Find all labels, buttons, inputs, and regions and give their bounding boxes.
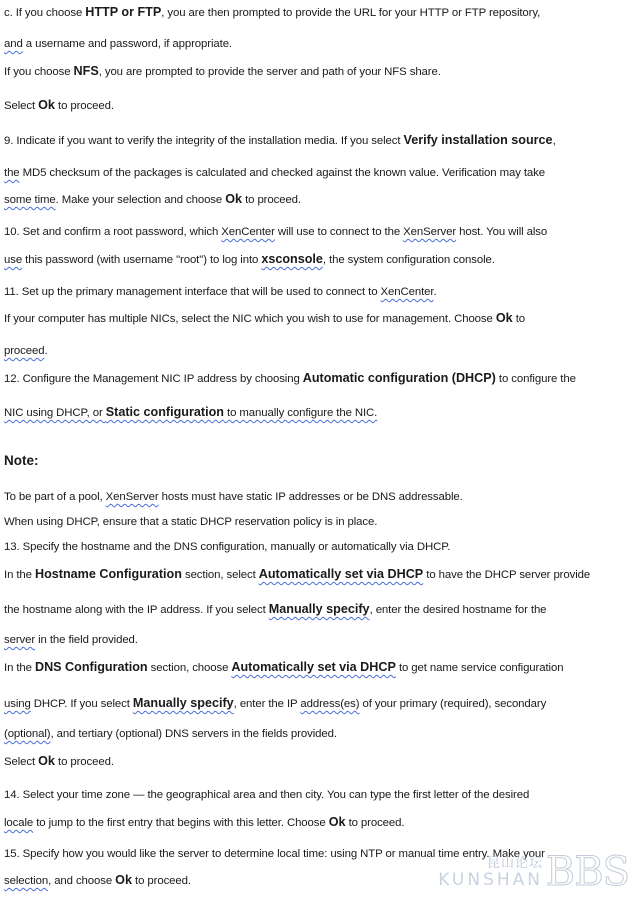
text-run: , and choose (48, 875, 116, 887)
bold-term: xsconsole (261, 252, 323, 266)
text-run: Select (4, 100, 39, 112)
bold-term: NFS (73, 64, 99, 78)
bold-term: Ok (495, 311, 513, 325)
line-some-time (4, 192, 631, 207)
spellcheck-flagged-text: (optional) (4, 728, 51, 740)
line-pool (4, 490, 631, 504)
text-run: To be part of a pool, (4, 491, 106, 503)
text-run: When using DHCP, ensure that a static DHCP reservation policy is in place. (4, 516, 378, 528)
text-run: 14. Select your time zone — the geographical area and then city. You can type the first letter of the desired (4, 789, 530, 801)
text-run: to jump to the first entry that begins with this letter. Choose (33, 817, 329, 829)
line-select-ok-1 (4, 98, 631, 113)
line-xsconsole (4, 252, 631, 267)
text-run: 15. Specify how you would like the server to determine local time: using NTP or manual time entry. Make your (4, 848, 545, 860)
text-run: , the system configuration console. (322, 254, 495, 266)
kunshan-bbs-watermark (429, 849, 629, 895)
note-heading: Note: (4, 453, 39, 468)
line-username-password (4, 37, 631, 51)
line-dns-config (4, 660, 631, 675)
watermark-chinese-text: 昆山论坛 (486, 856, 543, 871)
text-run: to have the DHCP server provide (423, 569, 591, 581)
text-run: DHCP. If you select (30, 698, 133, 710)
line-nic-dhcp (4, 405, 631, 420)
text-run: , and tertiary (optional) DNS servers in the fields provided. (50, 728, 337, 740)
spellcheck-flagged-text: XenServer (105, 491, 159, 503)
bold-term: Ok (328, 815, 346, 829)
spellcheck-flagged-text: locale (4, 817, 34, 829)
line-step-11 (4, 285, 631, 299)
text-run: the hostname along with the IP address. If you select (4, 604, 269, 616)
text-run: If your computer has multiple NICs, select the NIC which you wish to use for management. Choose (4, 313, 496, 325)
spellcheck-flagged-text: the (4, 167, 20, 179)
text-run: In the (4, 569, 35, 581)
watermark-bbs-logo: BBS (545, 849, 629, 895)
spellcheck-flagged-text: server (4, 634, 36, 646)
text-run: section, choose (147, 662, 232, 674)
text-run: section, select (181, 569, 259, 581)
text-run: to proceed. (242, 194, 301, 206)
text-run: in the field provided. (35, 634, 138, 646)
text-run: , enter the desired hostname for the (369, 604, 547, 616)
text-run: MD5 checksum of the packages is calculated and checked against the known value. Verification may take (19, 167, 546, 179)
bold-term: Verify installation source (403, 133, 553, 147)
bold-term: Static configuration (105, 405, 224, 419)
spellcheck-flagged-text: XenCenter (380, 286, 434, 298)
text-run: 12. Configure the Management NIC IP address by choosing (4, 373, 303, 385)
text-run: c. If you choose (4, 7, 86, 19)
line-multiple-nics (4, 311, 631, 326)
line-step-13 (4, 540, 631, 554)
spellcheck-flagged-text: selection (4, 875, 49, 887)
line-dhcp-reservation (4, 515, 631, 529)
bold-term: Automatic configuration (DHCP) (302, 371, 496, 385)
text-run: 9. Indicate if you want to verify the integrity of the installation media. If you select (4, 135, 404, 147)
spellcheck-flagged-text: using (4, 698, 31, 710)
line-step-14 (4, 788, 631, 802)
bold-term: Automatically set via DHCP (258, 567, 424, 581)
bold-term: Manually specify (268, 602, 370, 616)
bold-term: Ok (115, 873, 132, 887)
line-md5 (4, 166, 631, 180)
text-run: . (44, 345, 48, 357)
text-run: hosts must have static IP addresses or be DNS addressable. (158, 491, 463, 503)
bold-term: Hostname Configuration (34, 567, 182, 581)
text-run: to proceed. (131, 875, 191, 887)
watermark-latin-text: KUNSHAN (438, 870, 543, 890)
line-proceed (4, 344, 631, 358)
text-run: to proceed. (54, 100, 114, 112)
line-http-ftp (4, 5, 631, 20)
line-step-9 (4, 133, 631, 148)
bold-term: Ok (225, 192, 243, 206)
text-run: , you are prompted to provide the server and path of your NFS share. (98, 66, 441, 78)
line-dns-manual (4, 696, 631, 711)
text-run: of your primary (required), secondary (359, 698, 547, 710)
spellcheck-flagged-text: to manually configure the NIC. (223, 407, 378, 419)
spellcheck-flagged-text: proceed (4, 345, 45, 357)
text-run: , enter the IP (233, 698, 301, 710)
line-step-12 (4, 371, 631, 386)
text-run: . (433, 286, 437, 298)
bold-term: Automatically set via DHCP (231, 660, 396, 674)
spellcheck-flagged-text: some time (4, 194, 56, 206)
text-run: , you are then prompted to provide the URL for your HTTP or FTP repository, (161, 7, 541, 19)
bold-term: HTTP or FTP (85, 5, 162, 19)
line-server-field (4, 633, 631, 647)
text-run: to configure the (495, 373, 576, 385)
bold-term: DNS Configuration (34, 660, 148, 674)
text-run: to get name service configuration (395, 662, 564, 674)
line-step-10 (4, 225, 631, 239)
text-run: to (512, 313, 525, 325)
text-run: 11. Set up the primary management interface that will be used to connect to (4, 286, 381, 298)
spellcheck-flagged-text: and (4, 38, 23, 50)
text-run: If you choose (4, 66, 74, 78)
spellcheck-flagged-text: XenCenter (221, 226, 275, 238)
line-hostname-ip (4, 602, 631, 617)
text-run: 13. Specify the hostname and the DNS configuration, manually or automatically via DHCP. (4, 541, 451, 553)
text-run: to proceed. (345, 817, 405, 829)
text-run: a username and password, if appropriate. (22, 38, 232, 50)
text-run: . Make your selection and choose (55, 194, 226, 206)
text-run: host. You will also (456, 226, 548, 238)
text-run: to proceed. (54, 756, 114, 768)
text-run: 10. Set and confirm a root password, which (4, 226, 222, 238)
text-run: this password (with username "root") to log into (22, 254, 262, 266)
spellcheck-flagged-text: NIC using DHCP, or (4, 407, 106, 419)
text-run: will use to connect to the (274, 226, 404, 238)
line-hostname-config (4, 567, 631, 582)
line-nfs (4, 64, 631, 79)
spellcheck-flagged-text: XenServer (403, 226, 457, 238)
text-run: In the (4, 662, 35, 674)
spellcheck-flagged-text: use (4, 254, 23, 266)
line-dns-optional (4, 727, 631, 741)
spellcheck-flagged-text: address(es) (300, 698, 360, 710)
text-run: , (552, 135, 556, 147)
text-run: Select (4, 756, 39, 768)
bold-term: Manually specify (132, 696, 234, 710)
line-select-ok-2 (4, 754, 631, 769)
line-locale (4, 815, 631, 830)
bold-term: Ok (38, 98, 55, 112)
bold-term: Ok (38, 754, 55, 768)
